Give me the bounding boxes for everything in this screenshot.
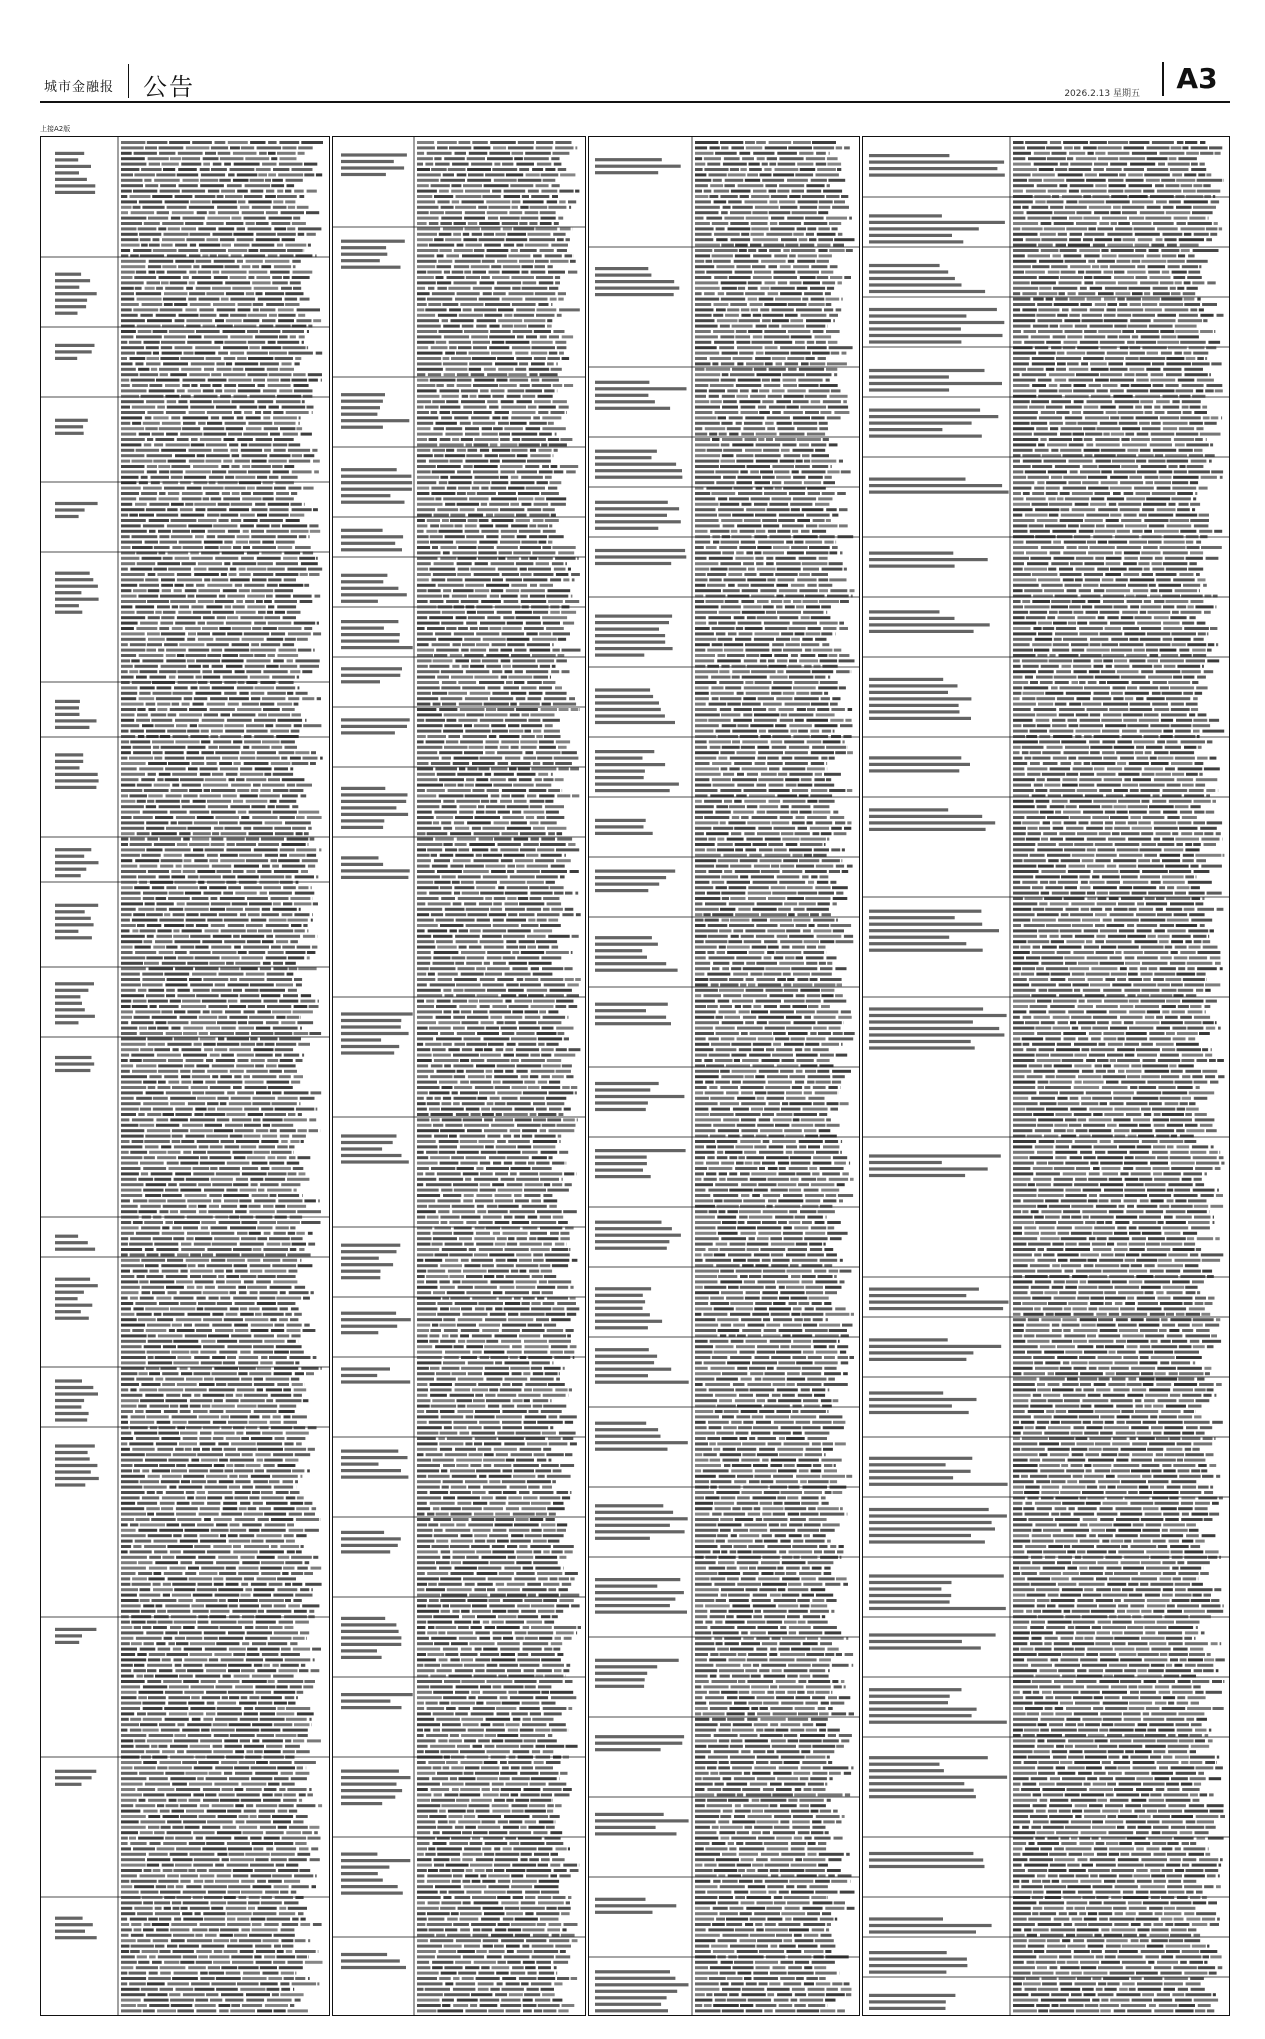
- notice-column-2-text: [333, 137, 586, 2016]
- notice-column-4: [862, 136, 1230, 2016]
- page-number: A3: [1162, 62, 1230, 96]
- masthead-divider: [128, 64, 129, 98]
- section-title: 公告: [143, 73, 195, 101]
- notice-column-1-text: [41, 137, 330, 2016]
- fine-print-texture: [595, 141, 855, 2012]
- fine-print-texture: [55, 141, 323, 2012]
- notice-column-3: [588, 136, 860, 2016]
- masthead: [40, 62, 1230, 102]
- notice-column-4-text: [863, 137, 1230, 2016]
- notice-column-1: [40, 136, 330, 2016]
- continued-note: 上接A2版: [40, 125, 71, 133]
- fine-print-texture: [869, 141, 1225, 2012]
- notice-column-3-text: [589, 137, 860, 2016]
- newspaper-name: 城市金融报: [44, 80, 115, 95]
- notice-column-2: [332, 136, 586, 2016]
- fine-print-texture: [341, 141, 581, 2012]
- issue-date: 2026.2.13 星期五: [1064, 89, 1140, 99]
- masthead-rule: [40, 101, 1230, 103]
